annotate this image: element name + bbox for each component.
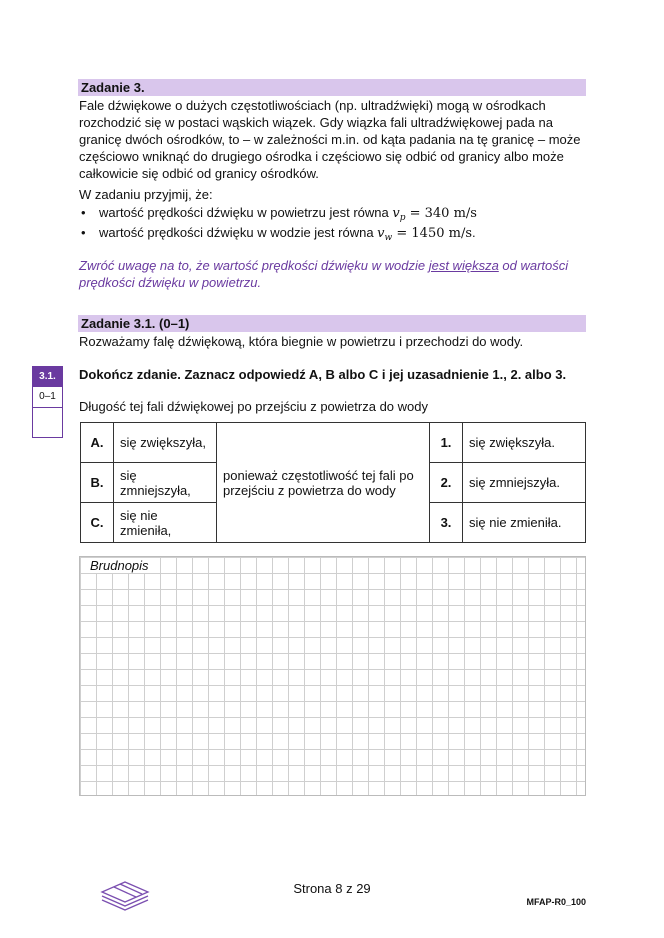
bullet-icon: • bbox=[81, 225, 86, 240]
formula-sub: w bbox=[384, 233, 393, 243]
note-text: od wartości prędkości dźwięku w powietrzu. bbox=[79, 258, 569, 290]
option-c[interactable]: C. bbox=[81, 503, 114, 543]
score-box-id: 3.1. bbox=[33, 367, 62, 387]
table-row bbox=[81, 423, 586, 463]
note-emphasis: jest większa bbox=[428, 258, 499, 273]
option-1-text: się zwiększyła. bbox=[463, 423, 586, 463]
score-field[interactable] bbox=[33, 408, 62, 438]
option-1[interactable]: 1. bbox=[430, 423, 463, 463]
assumption-list bbox=[79, 203, 587, 243]
option-3-text: się nie zmieniła. bbox=[463, 503, 586, 543]
reason-middle: ponieważ częstotliwość tej fali po przejściu z powietrza do wody bbox=[217, 423, 430, 543]
question-stem: Długość tej fali dźwiękowej po przejściu z powietrza do wody bbox=[79, 399, 428, 414]
document-code: MFAP-R0_100 bbox=[526, 897, 586, 907]
option-a-text: się zwiększyła, bbox=[114, 423, 217, 463]
assumption-item bbox=[79, 203, 587, 223]
option-b[interactable]: B. bbox=[81, 463, 114, 503]
formula-vw bbox=[377, 226, 472, 241]
instruction: Dokończ zdanie. Zaznacz odpowiedź A, B albo C i jej uzasadnienie 1., 2. albo 3. bbox=[79, 367, 567, 382]
draft-label: Brudnopis bbox=[90, 558, 149, 573]
assumption-item bbox=[79, 223, 587, 243]
assumption-lead: W zadaniu przyjmij, że: bbox=[79, 187, 213, 202]
subtask-header-label: Zadanie 3.1. (0–1) bbox=[81, 316, 190, 331]
subtask-text: Rozważamy falę dźwiękową, która biegnie w powietrzu i przechodzi do wody. bbox=[79, 334, 524, 349]
formula-vp bbox=[392, 206, 477, 221]
formula-var: v bbox=[392, 206, 400, 221]
option-b-text: się zmniejszyła, bbox=[114, 463, 217, 503]
formula-sub: p bbox=[399, 213, 406, 223]
task-intro: Fale dźwiękowe o dużych częstotliwościach (np. ultradźwięki) mogą w ośrodkach rozchodzić się w postaci wąskich wiązek. Gdy wiązka fali ultradźwiękowej pada na granicę dwóch ośrodków, to – w zależności m.in. od kąta padania na tę granicę – może częściowo wniknąć do drugiego ośrodka i częściowo się odbić od granicy albo może całkowicie się odbić od granicy ośrodków. bbox=[79, 98, 581, 181]
attention-note bbox=[79, 257, 587, 291]
score-box-range: 0–1 bbox=[33, 387, 62, 408]
subtask-header bbox=[78, 315, 586, 332]
draft-area[interactable] bbox=[79, 556, 586, 796]
note-text: Zwróć uwagę na to, że wartość prędkości dźwięku w wodzie bbox=[79, 258, 429, 273]
task-header-label: Zadanie 3. bbox=[81, 80, 145, 95]
assumption-text: wartość prędkości dźwięku w wodzie jest równa bbox=[99, 225, 378, 240]
assumption-text: wartość prędkości dźwięku w powietrzu jest równa bbox=[99, 205, 393, 220]
bullet-icon: • bbox=[81, 205, 86, 220]
option-2[interactable]: 2. bbox=[430, 463, 463, 503]
task-header bbox=[78, 79, 586, 96]
formula-eq: = 340 m/s bbox=[405, 206, 477, 221]
page-number: Strona 8 z 29 bbox=[293, 881, 371, 896]
assumption-end: . bbox=[472, 225, 476, 240]
option-a[interactable]: A. bbox=[81, 423, 114, 463]
option-2-text: się zmniejszyła. bbox=[463, 463, 586, 503]
answer-table bbox=[80, 422, 586, 543]
formula-var: v bbox=[377, 226, 385, 241]
score-box bbox=[32, 366, 63, 438]
option-3[interactable]: 3. bbox=[430, 503, 463, 543]
option-c-text: się nie zmieniła, bbox=[114, 503, 217, 543]
formula-eq: = 1450 m/s bbox=[392, 226, 473, 241]
